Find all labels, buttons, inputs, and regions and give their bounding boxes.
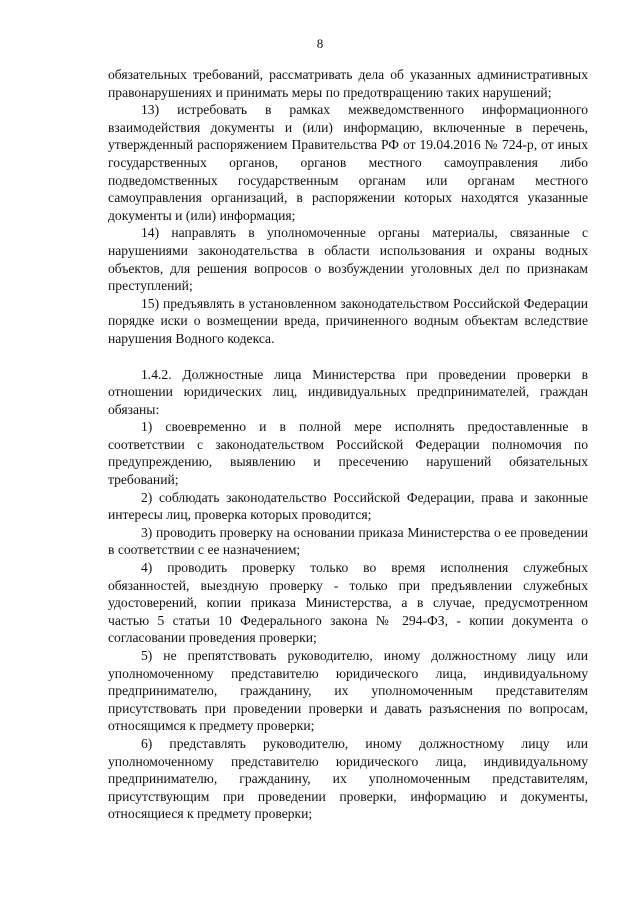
paragraph-duty-4: 4) проводить проверку только во время исполнения служебных обязанностей, выездную проверку - только при предъявлении служебных удостоверений, копии приказа Министерства, а в случае, предусмотренном частью 5 статьи 10 Федерального закона № 294-ФЗ, - копии документа о согласовании проведения проверки; (108, 560, 588, 646)
paragraph-duty-2: 2) соблюдать законодательство Российской Федерации, права и законные интересы лиц, проверка которых проводится; (108, 489, 588, 523)
paragraph-duty-5: 5) не препятствовать руководителю, иному должностному лицу или уполномоченному представителю юридического лица, индивидуальному предпринимателю, гражданину, их уполномоченным представителям присутствовать при проведении проверки и давать разъяснения по вопросам, относящимся к предмету проверки; (108, 648, 588, 734)
paragraph-duty-1: 1) своевременно и в полной мере исполнять предоставленные в соответствии с законодательством Российской Федерации полномочия по предупреждению, выявлению и пресечению нарушений обязательных требований; (108, 419, 588, 488)
section-heading-1-4-2: 1.4.2. Должностные лица Министерства при проведении проверки в отношении юридических лиц, индивидуальных предпринимателей, граждан обязаны: (108, 366, 588, 417)
paragraph-item-13: 13) истребовать в рамках межведомственного информационного взаимодействия документы и (или) информацию, включенные в перечень, утвержденный распоряжением Правительства РФ от 19.04.2016 № 724-р, от иных государственных органов, органов местного самоуправления либо подведомственных государственным органам или органам местного самоуправления организаций, в распоряжении которых находятся указанные документы и (или) информация; (108, 102, 588, 223)
paragraph-item-14: 14) направлять в уполномоченные органы материалы, связанные с нарушениями законодательства в области использования и охраны водных объектов, для решения вопросов о возбуждении уголовных дел по признакам преступлений; (108, 225, 588, 294)
paragraph-duty-6: 6) представлять руководителю, иному должностному лицу или уполномоченному представителю юридического лица, индивидуальному предпринимателю, гражданину, их уполномоченным представителям, присутствующим при проведении проверки, информацию и документы, относящиеся к предмету проверки; (108, 735, 588, 822)
paragraph-item-15: 15) предъявлять в установленном законодательством Российской Федерации порядке иски о возмещении вреда, причиненного водным объектам вследствие нарушения Водного кодекса. (108, 295, 588, 346)
page-number: 8 (316, 36, 324, 51)
paragraph-continuation: обязательных требований, рассматривать дела об указанных административных правонарушениях и принимать меры по предотвращению таких нарушений; (108, 67, 588, 100)
paragraph-duty-3: 3) проводить проверку на основании приказа Министерства о ее проведении в соответствии с ее назначением; (108, 524, 588, 558)
document-body (108, 66, 588, 823)
